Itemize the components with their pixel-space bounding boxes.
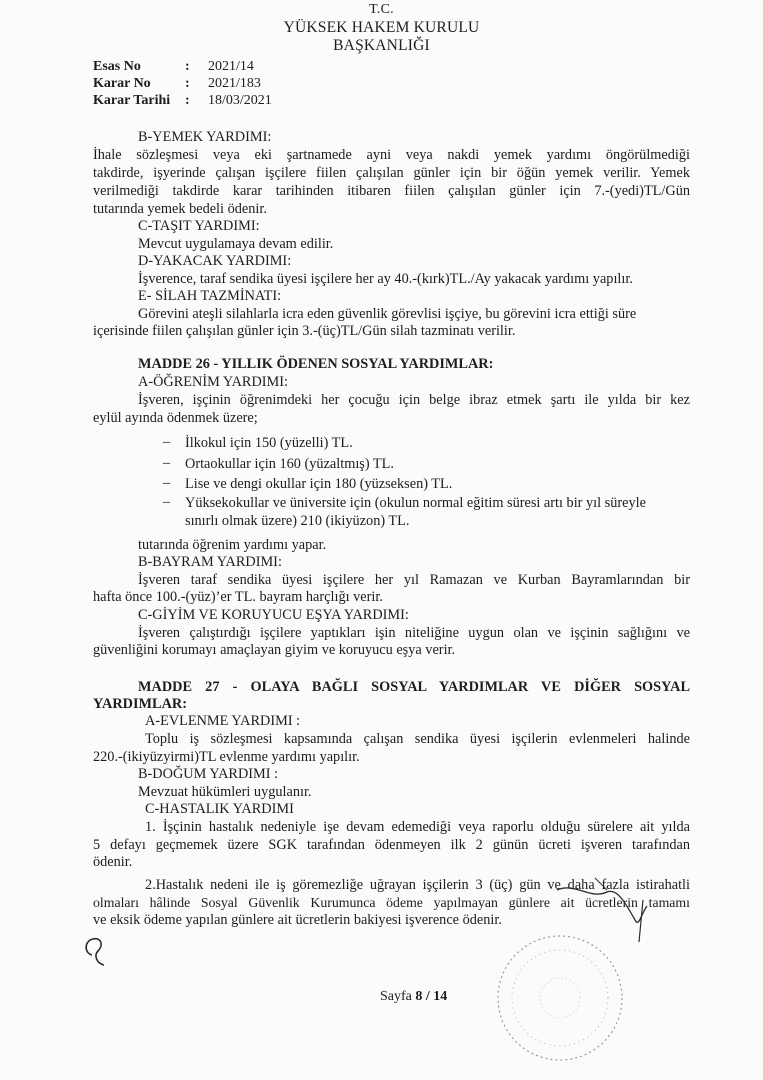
meta-sep: :	[185, 59, 190, 74]
list-item: sınırlı olmak üzere) 210 (ikiyüzon) TL.	[185, 513, 410, 529]
list-bullet: –	[163, 494, 171, 510]
meta-row-karar	[93, 75, 272, 92]
section-title: C-TAŞIT YARDIMI:	[138, 218, 260, 234]
paragraph-line: hafta önce 100.-(yüz)’er TL. bayram harçlığı verir.	[93, 589, 383, 605]
handwritten-initial-mark	[80, 925, 120, 970]
list-item: Ortaokullar için 160 (yüzaltmış) TL.	[185, 456, 394, 472]
list-bullet: –	[163, 434, 171, 450]
paragraph-line: güvenliğini korumayı amaçlayan giyim ve koruyucu eşya verir.	[93, 642, 456, 658]
list-item: Lise ve dengi okullar için 180 (yüzseksen) TL.	[185, 476, 453, 492]
article-title: MADDE 26 - YILLIK ÖDENEN SOSYAL YARDIMLAR:	[138, 356, 494, 372]
paragraph-line: Görevini ateşli silahlarla icra eden güvenlik görevlisi işçiye, bu görevini icra ettiği süre	[138, 306, 637, 322]
list-item: İlkokul için 150 (yüzelli) TL.	[185, 435, 353, 451]
meta-row-esas	[93, 58, 272, 75]
page-number	[380, 988, 447, 1006]
paragraph-line: olmaları hâlinde Sosyal Güvenlik Kurumunca ödeme yapılmayan günlere ait ücretlerin tamamı	[93, 895, 690, 910]
paragraph-line: İhale sözleşmesi veya eki şartnamede ayni veya nakdi yemek yardımı öngörülmediği	[93, 147, 690, 163]
meta-value: 18/03/2021	[208, 93, 272, 108]
page-current: 8	[415, 989, 423, 1004]
meta-sep: :	[185, 93, 190, 108]
meta-row-tarih	[93, 92, 272, 109]
section-title: B-BAYRAM YARDIMI:	[138, 554, 282, 570]
paragraph-line: 1. İşçinin hastalık nedeniyle işe devam edemediği veya raporlu olduğu sürelere ait yılda	[145, 819, 690, 835]
header-dept: BAŞKANLIĞI	[333, 37, 430, 54]
paragraph-line: tutarında öğrenim yardımı yapar.	[138, 537, 327, 553]
section-title: C-GİYİM VE KORUYUCU EŞYA YARDIMI:	[138, 607, 409, 623]
section-title: C-HASTALIK YARDIMI	[145, 801, 294, 817]
section-title: E- SİLAH TAZMİNATI:	[138, 288, 282, 304]
meta-label: Esas No	[93, 59, 141, 74]
page-prefix: Sayfa	[380, 989, 412, 1004]
header-org: YÜKSEK HAKEM KURULU	[283, 19, 480, 36]
section-title: D-YAKACAK YARDIMI:	[138, 253, 292, 269]
paragraph-line: içerisinde fiilen çalışılan günler için 3.-(üç)TL/Gün silah tazminatı verilir.	[93, 323, 516, 339]
section-title: B-YEMEK YARDIMI:	[138, 129, 272, 145]
paragraph-line: Mevcut uygulamaya devam edilir.	[138, 236, 334, 252]
article-title: YARDIMLAR:	[93, 696, 187, 712]
page-separator: /	[425, 989, 430, 1004]
page-total: 14	[433, 989, 448, 1004]
case-meta	[93, 58, 272, 109]
list-bullet: –	[163, 475, 171, 491]
section-title: B-DOĞUM YARDIMI :	[138, 766, 279, 782]
paragraph-line: 5 defayı geçmemek üzere SGK tarafından ödenmeyen ilk 2 günün ücreti işveren tarafından	[93, 837, 690, 853]
paragraph-line: ödenir.	[93, 854, 133, 870]
paragraph-line: İşveren, işçinin öğrenimdeki her çocuğu için belge ibraz etmek şartı ile yılda bir kez	[138, 392, 690, 408]
paragraph-line: Toplu iş sözleşmesi kapsamında çalışan sendika üyesi işçilerin evlenmeleri halinde	[145, 731, 690, 747]
meta-label: Karar Tarihi	[93, 93, 171, 108]
paragraph-line: İşveren çalıştırdığı işçilere yaptıkları işin niteliğine uygun olan ve işçinin sağlığını ve	[138, 625, 690, 641]
meta-value: 2021/183	[208, 76, 261, 91]
meta-label: Karar No	[93, 76, 151, 91]
article-title: MADDE 27 - OLAYA BAĞLI SOSYAL YARDIMLAR VE DİĞER SOSYAL	[138, 679, 690, 695]
paragraph-line: 220.-(ikiyüzyirmi)TL evlenme yardımı yapılır.	[93, 749, 360, 765]
meta-value: 2021/14	[208, 59, 254, 74]
meta-sep: :	[185, 76, 190, 91]
header-tc: T.C.	[369, 2, 394, 17]
section-title: A-ÖĞRENİM YARDIMI:	[138, 374, 288, 390]
list-bullet: –	[163, 455, 171, 471]
section-title: A-EVLENME YARDIMI :	[145, 713, 301, 729]
paragraph-line: takdirde, işyerinde çalışan işçilere fiilen çalışılan günler için bir öğün yemek verilir. Yemek	[93, 165, 690, 181]
paragraph-line: Mevzuat hükümleri uygulanır.	[138, 784, 312, 800]
paragraph-line: eylül ayında ödenmek üzere;	[93, 410, 258, 426]
paragraph-line: tutarında yemek bedeli ödenir.	[93, 201, 267, 217]
paragraph-line: 2.Hastalık nedeni ile iş göremezliğe uğrayan işçilerin 3 (üç) gün ve daha fazla istirahatli	[145, 877, 690, 893]
paragraph-line: İşveren taraf sendika üyesi işçilere her yıl Ramazan ve Kurban Bayramlarından bir	[138, 572, 690, 588]
paragraph-line: İşverence, taraf sendika üyesi işçilere her ay 40.-(kırk)TL./Ay yakacak yardımı yapılır.	[138, 271, 633, 287]
list-item: Yüksekokullar ve üniversite için (okulun normal eğitim süresi artı bir yıl süreyle	[185, 495, 646, 511]
paragraph-line: ve eksik ödeme yapılan günlere ait ücretlerin bakiyesi işverence ödenir.	[93, 912, 502, 928]
official-seal-stamp	[490, 928, 630, 1068]
paragraph-line: verilmediği takdirde karar tarihinden itibaren fiilen çalışılan günler için 7.-(yedi)TL/Gün	[93, 183, 690, 199]
